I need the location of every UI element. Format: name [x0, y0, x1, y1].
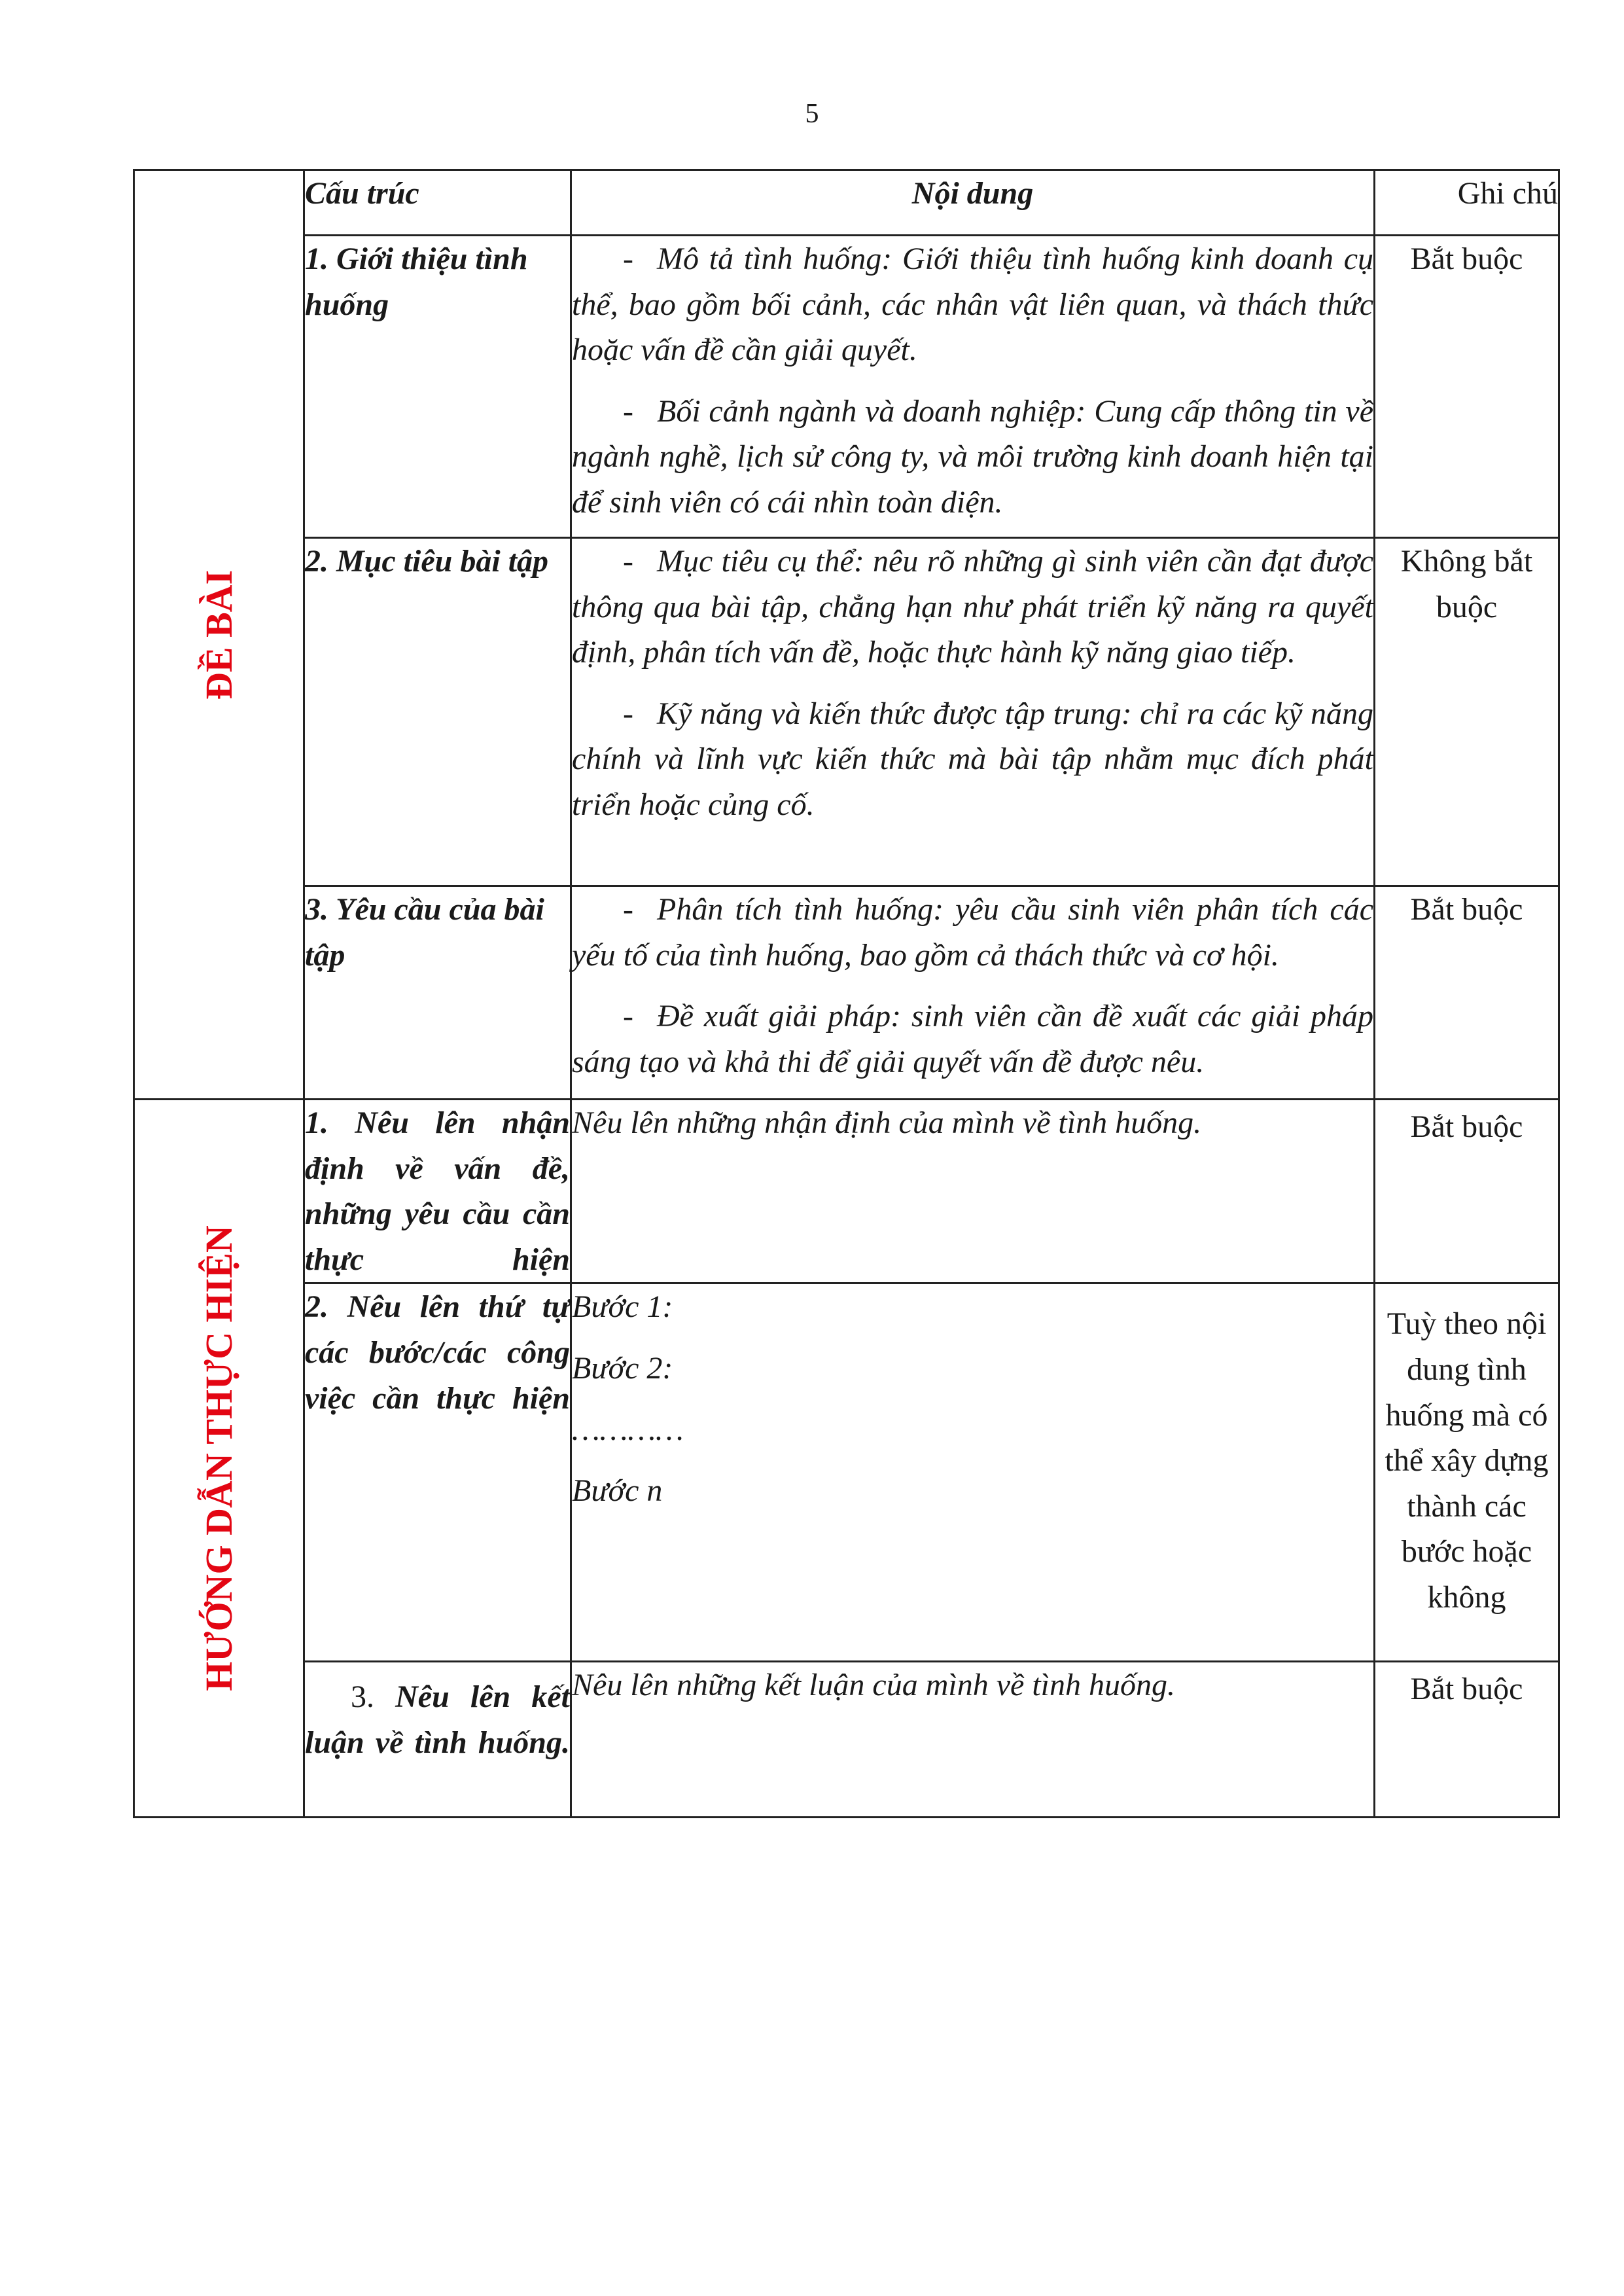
step-item: Bước n	[572, 1473, 663, 1509]
structure-number: 3.	[351, 1679, 374, 1715]
table-row	[134, 1283, 1559, 1662]
header-note: Ghi chú	[1375, 170, 1559, 236]
content-cell	[571, 886, 1375, 1100]
content-item: - Phân tích tình huống: yêu cầu sinh viên phân tích các yếu tố của tình huống, bao gồm cả thách thức và cơ hội.	[572, 892, 1373, 973]
structure-cell: 2. Nêu lên thứ tự các bước/các công việc cần thực hiện	[304, 1283, 571, 1662]
content-item: - Mô tả tình huống: Giới thiệu tình huống kinh doanh cụ thể, bao gồm bối cảnh, các nhân vật liên quan, và thách thức hoặc vấn đề cần giải quyết.	[572, 242, 1373, 368]
table-row	[134, 236, 1559, 538]
table-row	[134, 1100, 1559, 1283]
content-item: - Đề xuất giải pháp: sinh viên cần đề xuất các giải pháp sáng tạo và khả thi để giải quyết vấn đề được nêu.	[572, 999, 1373, 1079]
page-number: 5	[805, 99, 819, 129]
step-item: Bước 1:	[572, 1289, 673, 1325]
header-structure: Cấu trúc	[304, 170, 571, 236]
content-cell: Nêu lên những nhận định của mình về tình huống.	[571, 1100, 1375, 1283]
step-item: Bước 2:	[572, 1350, 673, 1386]
note-cell: Bắt buộc	[1375, 886, 1559, 1100]
structure-cell: 2. Mục tiêu bài tập	[304, 538, 571, 886]
step-item: …………	[572, 1412, 684, 1447]
structure-cell: 3. Yêu cầu của bài tập	[304, 886, 571, 1100]
content-item: - Mục tiêu cụ thể: nêu rõ những gì sinh viên cần đạt được thông qua bài tập, chẳng hạn như phát triển kỹ năng ra quyết định, phân tích vấn đề, hoặc thực hành kỹ năng giao tiếp.	[572, 544, 1373, 670]
header-content: Nội dung	[571, 170, 1375, 236]
content-cell	[571, 236, 1375, 538]
note-cell: Bắt buộc	[1375, 1662, 1559, 1818]
note-cell: Bắt buộc	[1375, 1100, 1559, 1283]
section-label-cell	[134, 170, 304, 1100]
note-cell: Bắt buộc	[1375, 236, 1559, 538]
table-row	[134, 1662, 1559, 1818]
note-cell: Không bắt buộc	[1375, 538, 1559, 886]
structure-table	[133, 169, 1560, 1818]
structure-cell: 1. Nêu lên nhận định về vấn đề, những yêu cầu cần thực hiện	[304, 1100, 571, 1283]
section-label-de-bai: ĐỀ BÀI	[197, 569, 240, 700]
content-item: - Kỹ năng và kiến thức được tập trung: chỉ ra các kỹ năng chính và lĩnh vực kiến thức mà bài tập nhằm mục đích phát triển hoặc củng cố.	[572, 696, 1373, 822]
structure-cell: 1. Giới thiệu tình huống	[304, 236, 571, 538]
content-item: - Bối cảnh ngành và doanh nghiệp: Cung cấp thông tin về ngành nghề, lịch sử công ty, và môi trường kinh doanh hiện tại để sinh viên có cái nhìn toàn diện.	[572, 393, 1373, 520]
section-label-cell	[134, 1100, 304, 1818]
section-label-huong-dan: HƯỚNG DẪN THỰC HIỆN	[197, 1225, 240, 1691]
content-cell: Nêu lên những kết luận của mình về tình huống.	[571, 1662, 1375, 1818]
structure-cell: 3. Nêu lên kết luận về tình huống.	[304, 1662, 571, 1818]
steps-cell	[571, 1283, 1375, 1662]
table-row	[134, 886, 1559, 1100]
note-cell: Tuỳ theo nội dung tình huống mà có thể xây dựng thành các bước hoặc không	[1375, 1283, 1559, 1662]
table-header-row	[134, 170, 1559, 236]
content-cell	[571, 538, 1375, 886]
table-row	[134, 538, 1559, 886]
